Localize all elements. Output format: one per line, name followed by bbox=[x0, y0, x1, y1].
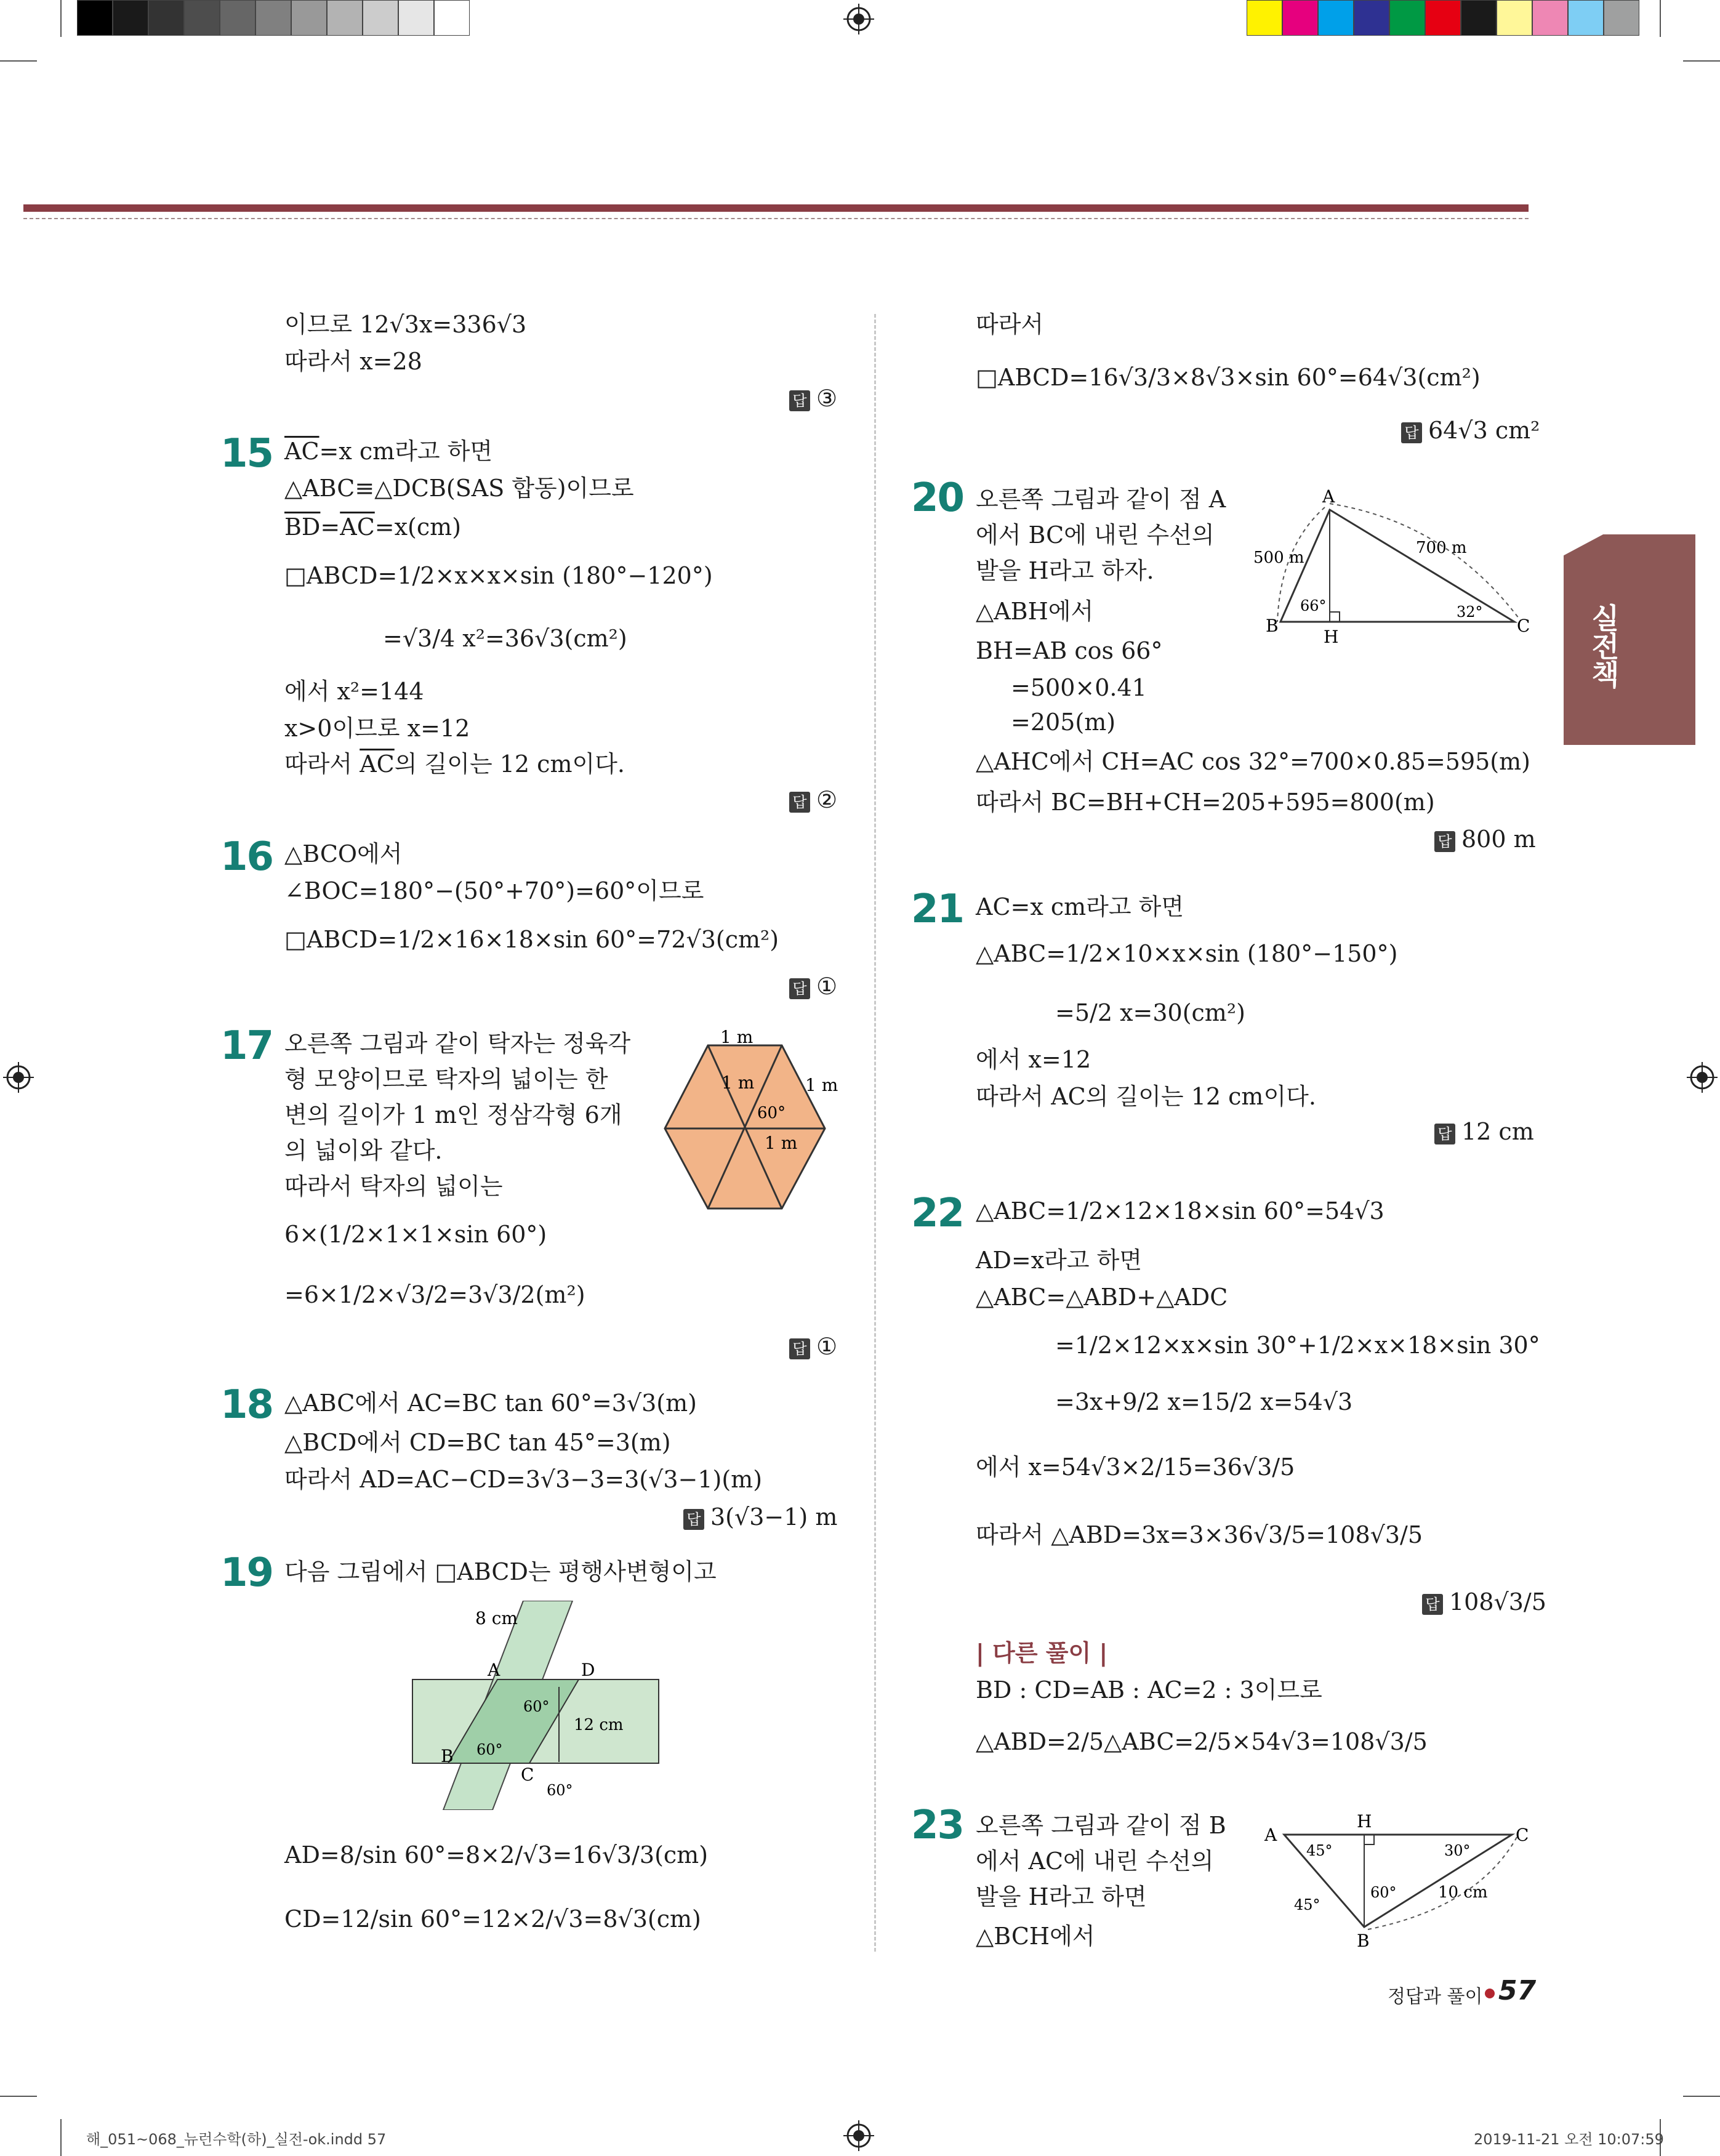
registration-mark-left bbox=[3, 1062, 34, 1093]
registration-mark-right bbox=[1687, 1062, 1718, 1093]
p18-line-1: △ABC에서 AC=BC tan 60°=3√3(m) bbox=[284, 1390, 697, 1417]
p20-line-5: BH=AB cos 66° bbox=[976, 637, 1163, 664]
slug-timestamp: 2019-11-21 오전 10:07:59 bbox=[1474, 2131, 1664, 2148]
p15-line-5: =√3/4 x²=36√3(cm²) bbox=[383, 625, 627, 652]
svg-text:60°: 60° bbox=[1370, 1884, 1397, 1901]
svg-text:A: A bbox=[1322, 486, 1335, 507]
footer-dot bbox=[1485, 1989, 1495, 1998]
p17-line-4: 의 넓이와 같다. bbox=[284, 1137, 443, 1164]
p21-line-2: △ABC=1/2×10×x×sin (180°−150°) bbox=[976, 940, 1398, 967]
p22-line-3: △ABC=△ABD+△ADC bbox=[976, 1284, 1228, 1311]
hexagon-figure bbox=[640, 1027, 862, 1218]
gray-swatch bbox=[434, 0, 470, 36]
color-swatch bbox=[1354, 0, 1389, 36]
registration-mark-top bbox=[843, 4, 874, 34]
answer-14: 답 ③ bbox=[789, 385, 837, 412]
crop-mark bbox=[1683, 60, 1720, 62]
svg-text:500 m: 500 m bbox=[1253, 549, 1304, 567]
gray-swatch bbox=[398, 0, 434, 36]
problem-number-17: 17 bbox=[220, 1023, 273, 1069]
gray-swatch bbox=[113, 0, 148, 36]
parallelogram-tape-figure bbox=[406, 1601, 665, 1810]
triangle-abc-figure-23 bbox=[1256, 1809, 1539, 1950]
p22-line-1: △ABC=1/2×12×18×sin 60°=54√3 bbox=[976, 1197, 1384, 1225]
p20-line-8: △AHC에서 CH=AC cos 32°=700×0.85=595(m) bbox=[976, 748, 1530, 775]
problem-number-16: 16 bbox=[220, 834, 273, 880]
problem-number-23: 23 bbox=[911, 1803, 964, 1848]
hex-angle-label: 60° bbox=[757, 1104, 786, 1122]
p19-line-1: 다음 그림에서 □ABCD는 평행사변형이고 bbox=[284, 1558, 717, 1585]
p17-line-1: 오른쪽 그림과 같이 탁자는 정육각 bbox=[284, 1030, 631, 1057]
p22-line-2: AD=x라고 하면 bbox=[976, 1247, 1143, 1274]
problem-number-19: 19 bbox=[220, 1550, 273, 1596]
p23-line-1: 오른쪽 그림과 같이 점 B bbox=[976, 1812, 1226, 1839]
svg-text:H: H bbox=[1357, 1811, 1372, 1832]
svg-text:B: B bbox=[1357, 1931, 1370, 1950]
pre-line-2: 따라서 x=28 bbox=[284, 348, 422, 375]
p15-line-2: △ABC≡△DCB(SAS 합동)이므로 bbox=[284, 475, 634, 502]
svg-text:D: D bbox=[581, 1660, 595, 1680]
gray-swatch bbox=[291, 0, 327, 36]
svg-text:H: H bbox=[1324, 627, 1339, 645]
answer-20: 답 800 m bbox=[1434, 826, 1536, 853]
crop-mark bbox=[60, 2119, 62, 2156]
svg-text:60°: 60° bbox=[547, 1782, 573, 1799]
problem-number-20: 20 bbox=[911, 475, 964, 521]
answer-18: 답 3(√3−1) m bbox=[683, 1503, 837, 1531]
page-number: 57 bbox=[1498, 1975, 1537, 2006]
color-swatch bbox=[1532, 0, 1568, 36]
answer-16: 답 ① bbox=[789, 973, 837, 1000]
p22-line-7: 따라서 △ABD=3x=3×36√3/5=108√3/5 bbox=[976, 1521, 1423, 1548]
svg-text:B: B bbox=[1266, 616, 1279, 636]
p18-line-3: 따라서 AD=AC−CD=3√3−3=3(√3−1)(m) bbox=[284, 1466, 763, 1493]
color-swatch bbox=[1425, 0, 1461, 36]
svg-text:A: A bbox=[1264, 1825, 1277, 1845]
alt-solution-title: | 다른 풀이 | bbox=[976, 1639, 1108, 1667]
crop-mark bbox=[60, 0, 62, 37]
p20-line-2: 에서 BC에 내린 수선의 bbox=[976, 521, 1215, 549]
problem-number-21: 21 bbox=[911, 887, 964, 932]
gray-swatch bbox=[220, 0, 255, 36]
p23-line-4: △BCH에서 bbox=[976, 1923, 1095, 1950]
p16-line-3: □ABCD=1/2×16×18×sin 60°=72√3(cm²) bbox=[284, 926, 779, 953]
alt-solution-line-2: △ABD=2/5△ABC=2/5×54√3=108√3/5 bbox=[976, 1728, 1428, 1755]
answer-22: 답 108√3/5 bbox=[1422, 1588, 1546, 1615]
p17-line-7: =6×1/2×√3/2=3√3/2(m²) bbox=[284, 1281, 585, 1308]
p20-line-4: △ABH에서 bbox=[976, 598, 1094, 625]
p19-cont-line-2: □ABCD=16√3/3×8√3×sin 60°=64√3(cm²) bbox=[976, 364, 1481, 391]
crop-mark bbox=[0, 2096, 37, 2097]
color-swatch bbox=[1604, 0, 1639, 36]
svg-text:C: C bbox=[521, 1764, 534, 1785]
footer-section-label: 정답과 풀이 bbox=[1388, 1986, 1483, 2008]
svg-text:8 cm: 8 cm bbox=[475, 1608, 518, 1628]
pre-line-1: 이므로 12√3x=336√3 bbox=[284, 311, 527, 338]
answer-21: 답 12 cm bbox=[1434, 1118, 1534, 1145]
header-rule bbox=[23, 204, 1529, 212]
p19-line-2: AD=8/sin 60°=8×2/√3=16√3/3(cm) bbox=[284, 1841, 709, 1868]
gray-swatch bbox=[148, 0, 184, 36]
p15-line-7: x>0이므로 x=12 bbox=[284, 715, 470, 742]
side-tab-label: 실전책 bbox=[1587, 603, 1620, 688]
svg-text:C: C bbox=[1516, 1825, 1529, 1845]
registration-mark-bottom bbox=[843, 2120, 874, 2151]
p19-cont-line-1: 따라서 bbox=[976, 311, 1044, 338]
slug-filename: 해_051~068_뉴런수학(하)_실전-ok.indd 57 bbox=[86, 2131, 387, 2148]
crop-mark bbox=[1660, 0, 1661, 37]
gray-swatch bbox=[327, 0, 363, 36]
svg-text:60°: 60° bbox=[523, 1698, 550, 1715]
hex-bottom-label: 1 m bbox=[765, 1133, 798, 1153]
triangle-abc-figure-20 bbox=[1244, 485, 1539, 645]
hex-top-label: 1 m bbox=[720, 1027, 754, 1047]
p21-line-5: 따라서 AC의 길이는 12 cm이다. bbox=[976, 1083, 1316, 1110]
p21-line-3: =5/2 x=30(cm²) bbox=[1055, 999, 1245, 1026]
p15-line-8: 따라서 $\overline{AC}$의 길이는 12 cm이다. bbox=[284, 750, 625, 778]
svg-text:30°: 30° bbox=[1444, 1842, 1471, 1859]
p20-line-1: 오른쪽 그림과 같이 점 A bbox=[976, 486, 1226, 513]
p22-line-5: =3x+9/2 x=15/2 x=54√3 bbox=[1055, 1388, 1353, 1415]
crop-mark bbox=[0, 60, 37, 62]
gray-swatch-strip bbox=[77, 0, 471, 37]
color-swatch bbox=[1497, 0, 1532, 36]
color-swatch bbox=[1318, 0, 1354, 36]
header-dashed-rule bbox=[23, 218, 1529, 219]
svg-text:B: B bbox=[441, 1746, 454, 1766]
gray-swatch bbox=[184, 0, 220, 36]
p15-line-1: $\overline{AC}=x$ cm라고 하면 bbox=[284, 438, 493, 465]
p17-line-6: 6×(1/2×1×1×sin 60°) bbox=[284, 1221, 547, 1248]
p18-line-2: △BCD에서 CD=BC tan 45°=3(m) bbox=[284, 1429, 671, 1456]
svg-text:C: C bbox=[1517, 616, 1530, 636]
crop-mark bbox=[1683, 2096, 1720, 2097]
answer-19: 답 64√3 cm² bbox=[1401, 417, 1540, 444]
p21-line-1: AC=x cm라고 하면 bbox=[976, 893, 1184, 920]
problem-number-18: 18 bbox=[220, 1382, 273, 1428]
p20-line-3: 발을 H라고 하자. bbox=[976, 557, 1154, 584]
color-swatch bbox=[1282, 0, 1318, 36]
p20-line-9: 따라서 BC=BH+CH=205+595=800(m) bbox=[976, 789, 1435, 816]
svg-text:45°: 45° bbox=[1306, 1842, 1333, 1859]
p20-line-6: =500×0.41 bbox=[1011, 674, 1147, 701]
p16-line-1: △BCO에서 bbox=[284, 840, 403, 867]
color-swatch bbox=[1389, 0, 1425, 36]
p23-line-3: 발을 H라고 하면 bbox=[976, 1883, 1147, 1910]
p22-line-6: 에서 x=54√3×2/15=36√3/5 bbox=[976, 1454, 1295, 1481]
p20-line-7: =205(m) bbox=[1011, 709, 1116, 736]
p17-line-3: 변의 길이가 1 m인 정삼각형 6개 bbox=[284, 1101, 622, 1128]
svg-text:700 m: 700 m bbox=[1416, 539, 1467, 557]
hex-inner-label: 1 m bbox=[721, 1072, 755, 1093]
answer-15: 답 ② bbox=[789, 786, 837, 813]
color-swatch bbox=[1247, 0, 1282, 36]
p15-line-3: $\overline{BD}=\overline{AC}=x(cm)$ bbox=[284, 513, 462, 541]
svg-text:12 cm: 12 cm bbox=[574, 1716, 624, 1734]
p23-line-2: 에서 AC에 내린 수선의 bbox=[976, 1848, 1214, 1875]
color-swatch-strip bbox=[1247, 0, 1641, 37]
svg-text:66°: 66° bbox=[1300, 597, 1327, 614]
gray-swatch bbox=[363, 0, 398, 36]
hex-right-label: 1 m bbox=[805, 1075, 838, 1095]
p21-line-4: 에서 x=12 bbox=[976, 1046, 1091, 1073]
p19-line-3: CD=12/sin 60°=12×2/√3=8√3(cm) bbox=[284, 1905, 701, 1933]
alt-solution-line-1: BD : CD=AB : AC=2 : 3이므로 bbox=[976, 1676, 1322, 1703]
gray-swatch bbox=[255, 0, 291, 36]
svg-text:A: A bbox=[488, 1660, 500, 1680]
color-swatch bbox=[1568, 0, 1604, 36]
svg-text:32°: 32° bbox=[1457, 603, 1483, 621]
p22-line-4: =1/2×12×x×sin 30°+1/2×x×18×sin 30° bbox=[1055, 1332, 1540, 1359]
p15-line-6: 에서 x²=144 bbox=[284, 678, 424, 705]
p16-line-2: ∠BOC=180°−(50°+70°)=60°이므로 bbox=[284, 877, 704, 904]
answer-17: 답 ① bbox=[789, 1333, 837, 1360]
svg-text:10 cm: 10 cm bbox=[1438, 1883, 1488, 1902]
svg-text:60°: 60° bbox=[476, 1741, 503, 1758]
p15-line-4: □ABCD=1/2×x×x×sin (180°−120°) bbox=[284, 562, 713, 589]
gray-swatch bbox=[77, 0, 113, 36]
problem-number-15: 15 bbox=[220, 431, 273, 477]
problem-number-22: 22 bbox=[911, 1191, 964, 1236]
p17-line-2: 형 모양이므로 탁자의 넓이는 한 bbox=[284, 1066, 608, 1093]
svg-text:45°: 45° bbox=[1294, 1896, 1320, 1913]
p17-line-5: 따라서 탁자의 넓이는 bbox=[284, 1173, 503, 1200]
column-separator bbox=[874, 314, 876, 1952]
color-swatch bbox=[1461, 0, 1497, 36]
